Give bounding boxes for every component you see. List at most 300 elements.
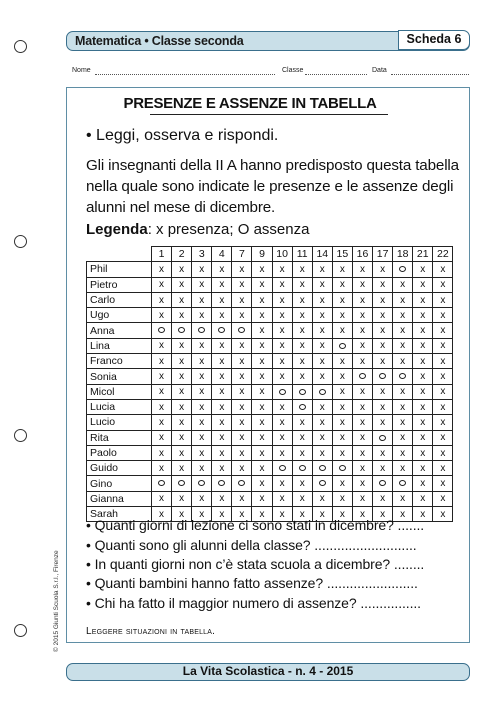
presence-x: x [199,432,205,444]
presence-mark [212,491,232,506]
presence-x: x [259,386,265,398]
presence-mark [192,292,212,307]
presence-x: x [339,355,345,367]
presence-x: x [179,493,185,505]
absence-circle [218,327,225,333]
nome-line[interactable] [95,74,275,75]
presence-mark [373,384,393,399]
day-header: 16 [352,247,372,262]
nome-label: Nome [72,67,91,74]
day-header: 10 [272,247,292,262]
presence-mark [292,354,312,369]
presence-x: x [179,462,185,474]
presence-mark [352,399,372,414]
presence-x: x [440,325,446,337]
header-bar [66,31,470,51]
data-line[interactable] [391,74,469,75]
presence-x: x [159,263,165,275]
presence-x: x [219,294,225,306]
presence-mark [352,262,372,277]
presence-mark [433,354,453,369]
presence-x: x [440,371,446,383]
presence-x: x [400,386,406,398]
presence-x: x [239,447,245,459]
presence-mark [292,262,312,277]
presence-x: x [259,371,265,383]
presence-mark [352,292,372,307]
student-name: Pietro [87,277,152,292]
presence-x: x [219,386,225,398]
presence-mark [332,430,352,445]
presence-mark [272,476,292,491]
presence-x: x [440,309,446,321]
presence-x: x [239,340,245,352]
presence-mark [393,445,413,460]
presence-x: x [219,493,225,505]
presence-mark [373,354,393,369]
presence-x: x [159,386,165,398]
presence-x: x [380,462,386,474]
presence-mark [172,277,192,292]
presence-mark [413,491,433,506]
presence-mark [352,445,372,460]
presence-mark [252,384,272,399]
presence-x: x [440,416,446,428]
presence-x: x [319,447,325,459]
attendance-table [86,246,453,522]
presence-mark [192,354,212,369]
presence-mark [413,323,433,338]
absence-circle [158,480,165,486]
presence-mark [192,384,212,399]
presence-x: x [380,279,386,291]
absence-mark [292,399,312,414]
presence-mark [352,338,372,353]
presence-x: x [159,371,165,383]
presence-x: x [199,340,205,352]
presence-x: x [420,294,426,306]
presence-mark [312,399,332,414]
presence-mark [312,277,332,292]
absence-circle [238,480,245,486]
presence-x: x [199,493,205,505]
presence-mark [232,430,252,445]
presence-mark [152,415,172,430]
question-2: • Quanti sono gli alunni della classe? ........................... [86,537,417,553]
presence-x: x [420,432,426,444]
absence-circle [198,327,205,333]
data-label: Data [372,67,387,74]
presence-mark [312,262,332,277]
presence-x: x [319,508,325,520]
student-name: Gianna [87,491,152,506]
presence-x: x [159,432,165,444]
presence-x: x [219,508,225,520]
presence-x: x [420,263,426,275]
presence-x: x [299,294,305,306]
presence-x: x [159,416,165,428]
presence-x: x [279,355,285,367]
presence-mark [232,354,252,369]
footer-note: Leggere situazioni in tabella. [86,626,216,637]
presence-x: x [179,309,185,321]
presence-mark [332,292,352,307]
presence-mark [433,308,453,323]
presence-x: x [299,279,305,291]
presence-x: x [400,294,406,306]
presence-x: x [179,432,185,444]
table-row [87,277,453,292]
presence-x: x [259,325,265,337]
presence-x: x [219,401,225,413]
presence-mark [252,323,272,338]
presence-x: x [359,493,365,505]
presence-mark [232,338,252,353]
table-row [87,415,453,430]
presence-x: x [380,508,386,520]
presence-mark [312,292,332,307]
footer-bar: La Vita Scolastica - n. 4 - 2015 [66,663,470,681]
presence-x: x [199,401,205,413]
presence-x: x [299,325,305,337]
presence-mark [152,384,172,399]
student-name: Anna [87,323,152,338]
presence-x: x [339,447,345,459]
presence-x: x [279,309,285,321]
presence-x: x [259,340,265,352]
presence-x: x [259,478,265,490]
presence-x: x [440,294,446,306]
presence-x: x [279,340,285,352]
presence-mark [413,292,433,307]
presence-x: x [440,508,446,520]
presence-x: x [319,294,325,306]
presence-x: x [159,355,165,367]
presence-x: x [239,386,245,398]
presence-x: x [239,294,245,306]
absence-mark [352,369,372,384]
presence-x: x [159,279,165,291]
presence-mark [433,430,453,445]
presence-mark [312,415,332,430]
absence-circle [299,404,306,410]
day-header: 3 [192,247,212,262]
presence-x: x [380,355,386,367]
presence-mark [373,323,393,338]
absence-circle [319,480,326,486]
presence-mark [413,415,433,430]
presence-x: x [279,447,285,459]
presence-mark [172,308,192,323]
table-row [87,399,453,414]
presence-x: x [440,447,446,459]
absence-circle [339,465,346,471]
table-row [87,445,453,460]
presence-mark [413,277,433,292]
presence-mark [393,323,413,338]
presence-x: x [440,279,446,291]
presence-mark [433,277,453,292]
presence-x: x [279,493,285,505]
presence-x: x [420,447,426,459]
presence-x: x [199,309,205,321]
legend [86,221,309,238]
presence-x: x [239,279,245,291]
presence-mark [373,262,393,277]
presence-mark [433,262,453,277]
presence-x: x [420,508,426,520]
presence-mark [292,445,312,460]
day-header: 2 [172,247,192,262]
absence-circle [359,373,366,379]
presence-x: x [299,432,305,444]
presence-x: x [199,462,205,474]
presence-x: x [199,279,205,291]
presence-x: x [440,478,446,490]
presence-x: x [219,309,225,321]
legend-text: : x presenza; O assenza [147,221,310,238]
presence-mark [152,461,172,476]
absence-circle [178,327,185,333]
presence-x: x [400,401,406,413]
table-row [87,323,453,338]
presence-x: x [159,340,165,352]
presence-x: x [359,432,365,444]
instruction: • Leggi, osserva e rispondi. [86,127,279,144]
absence-mark [373,369,393,384]
presence-mark [272,491,292,506]
absence-circle [379,480,386,486]
presence-x: x [359,309,365,321]
presence-mark [332,369,352,384]
absence-mark [292,461,312,476]
absence-mark [373,430,393,445]
presence-mark [332,476,352,491]
classe-line[interactable] [305,74,367,75]
presence-mark [292,415,312,430]
presence-x: x [179,447,185,459]
presence-x: x [420,309,426,321]
presence-mark [192,491,212,506]
presence-mark [373,399,393,414]
presence-x: x [319,371,325,383]
presence-x: x [319,432,325,444]
presence-mark [352,415,372,430]
presence-x: x [420,462,426,474]
absence-circle [379,435,386,441]
day-header: 1 [152,247,172,262]
presence-mark [413,461,433,476]
absence-mark [232,476,252,491]
absence-circle [218,480,225,486]
presence-mark [252,338,272,353]
presence-mark [172,369,192,384]
presence-mark [172,384,192,399]
presence-mark [393,354,413,369]
presence-x: x [259,447,265,459]
presence-x: x [299,508,305,520]
presence-x: x [339,478,345,490]
presence-x: x [400,447,406,459]
presence-x: x [319,340,325,352]
presence-x: x [219,416,225,428]
presence-mark [413,369,433,384]
student-name: Sarah [87,507,152,522]
presence-mark [212,262,232,277]
legend-label: Legenda [86,221,148,238]
presence-mark [433,507,453,522]
presence-mark [152,369,172,384]
presence-mark [212,338,232,353]
presence-x: x [299,263,305,275]
presence-mark [272,369,292,384]
presence-mark [433,476,453,491]
presence-x: x [440,263,446,275]
binder-hole-2 [14,235,27,248]
presence-mark [413,308,433,323]
absence-mark [393,476,413,491]
presence-mark [252,399,272,414]
presence-x: x [219,432,225,444]
presence-mark [352,461,372,476]
presence-x: x [339,371,345,383]
presence-mark [192,445,212,460]
subject-label: Matematica • Classe seconda [75,34,244,48]
presence-x: x [179,355,185,367]
intro-paragraph: Gli insegnanti della II A hanno predisposto questa tabella nella quale sono indicate le presenze e le assenze degli alunni nel mese di dicembre. [86,157,459,216]
absence-mark [152,323,172,338]
student-name: Ugo [87,308,152,323]
presence-x: x [219,355,225,367]
presence-mark [252,491,272,506]
presence-mark [312,445,332,460]
presence-mark [433,415,453,430]
presence-x: x [219,371,225,383]
presence-x: x [380,401,386,413]
presence-x: x [219,462,225,474]
presence-x: x [319,279,325,291]
presence-mark [373,461,393,476]
presence-mark [292,430,312,445]
presence-mark [252,262,272,277]
presence-x: x [279,325,285,337]
day-header: 18 [393,247,413,262]
presence-mark [152,338,172,353]
presence-x: x [440,462,446,474]
day-header: 14 [312,247,332,262]
presence-mark [413,476,433,491]
student-name: Franco [87,354,152,369]
presence-mark [272,338,292,353]
presence-mark [212,445,232,460]
presence-mark [172,430,192,445]
presence-mark [352,323,372,338]
table-row [87,338,453,353]
presence-mark [152,277,172,292]
presence-mark [433,445,453,460]
presence-x: x [199,416,205,428]
presence-mark [393,491,413,506]
table-row [87,491,453,506]
absence-circle [279,465,286,471]
absence-circle [339,343,346,349]
presence-mark [272,430,292,445]
absence-mark [172,476,192,491]
presence-x: x [199,386,205,398]
presence-x: x [179,508,185,520]
presence-x: x [400,493,406,505]
presence-mark [413,445,433,460]
student-name: Lucio [87,415,152,430]
presence-x: x [339,325,345,337]
presence-mark [252,277,272,292]
presence-x: x [359,279,365,291]
title-underline [150,114,388,115]
copyright: © 2015 Giunti Scuola S.r.l., Firenze [53,550,60,652]
presence-mark [393,277,413,292]
presence-mark [212,430,232,445]
absence-circle [238,327,245,333]
presence-mark [332,262,352,277]
presence-mark [373,277,393,292]
presence-mark [312,354,332,369]
presence-x: x [339,309,345,321]
presence-mark [433,491,453,506]
absence-circle [299,389,306,395]
presence-x: x [179,416,185,428]
presence-mark [152,491,172,506]
presence-mark [373,292,393,307]
presence-x: x [299,493,305,505]
presence-x: x [239,432,245,444]
presence-mark [212,292,232,307]
presence-mark [172,491,192,506]
presence-x: x [279,401,285,413]
presence-x: x [179,386,185,398]
presence-mark [272,354,292,369]
presence-x: x [420,478,426,490]
presence-x: x [400,432,406,444]
presence-x: x [299,478,305,490]
presence-mark [272,262,292,277]
question-5: • Chi ha fatto il maggior numero di assenze? ................ [86,595,421,611]
presence-x: x [219,340,225,352]
presence-x: x [179,279,185,291]
absence-mark [272,461,292,476]
day-header: 22 [433,247,453,262]
presence-mark [232,292,252,307]
student-name: Sonia [87,369,152,384]
absence-circle [399,373,406,379]
presence-mark [413,430,433,445]
day-header: 21 [413,247,433,262]
absence-mark [393,369,413,384]
presence-mark [393,415,413,430]
presence-mark [393,399,413,414]
presence-mark [272,415,292,430]
presence-mark [272,323,292,338]
presence-mark [312,369,332,384]
presence-mark [373,308,393,323]
presence-mark [413,399,433,414]
student-name: Lucia [87,399,152,414]
student-name: Micol [87,384,152,399]
day-header: 7 [232,247,252,262]
absence-mark [192,323,212,338]
absence-mark [212,476,232,491]
presence-x: x [299,416,305,428]
presence-mark [192,415,212,430]
